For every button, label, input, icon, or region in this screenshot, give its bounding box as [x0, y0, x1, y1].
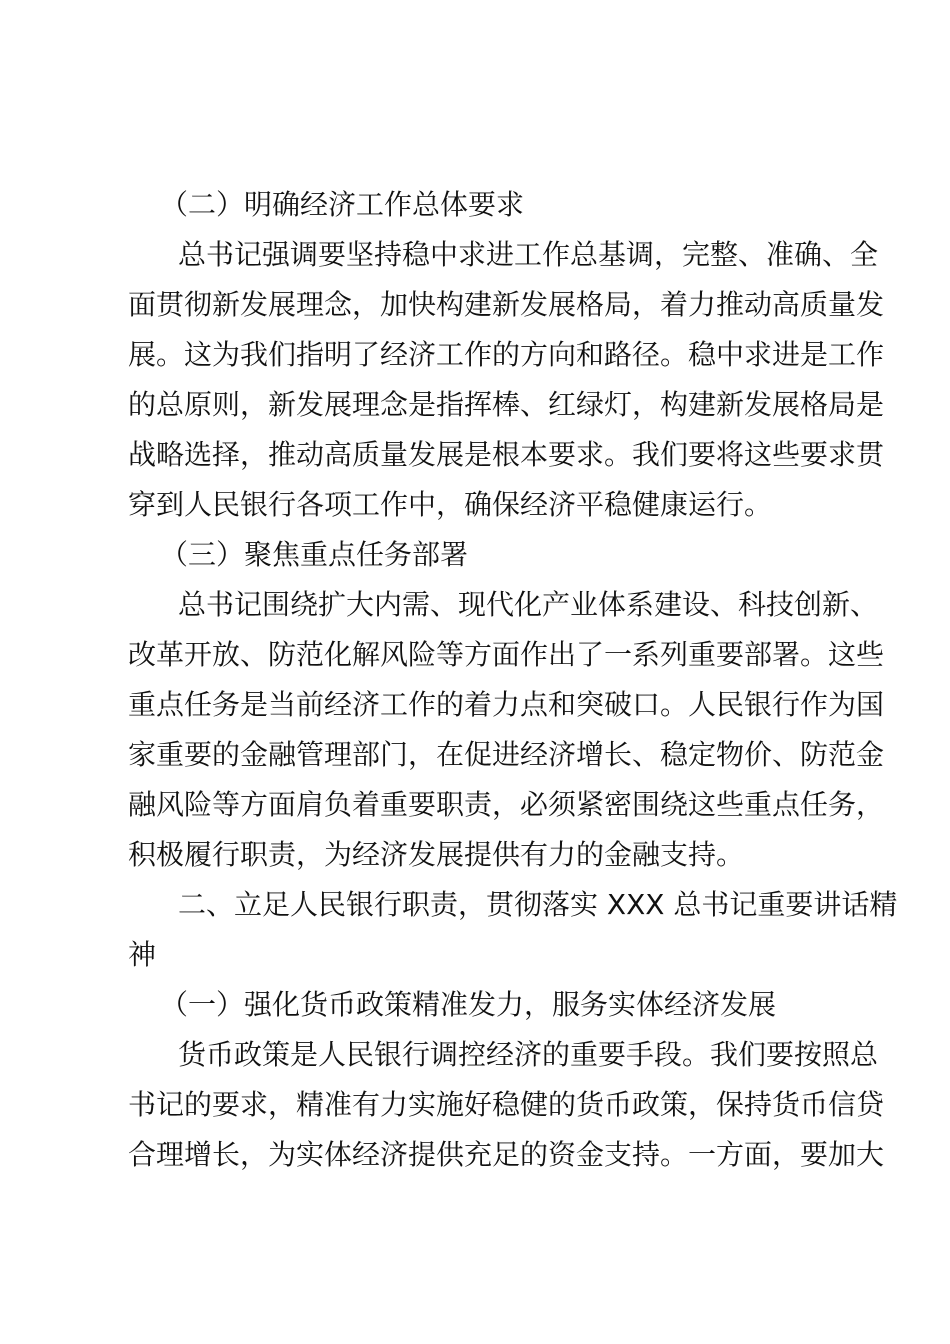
chapter-heading-continued: 神: [128, 938, 157, 971]
section-heading: （二）明确经济工作总体要求: [160, 188, 525, 221]
paragraph-line: 面贯彻新发展理念，加快构建新发展格局，着力推动高质量发: [128, 288, 885, 321]
chapter-heading: 二、立足人民银行职责，贯彻落实 XXX 总书记重要讲话精: [178, 888, 898, 921]
paragraph-line: 改革开放、防范化解风险等方面作出了一系列重要部署。这些: [128, 638, 885, 671]
paragraph-line: 书记的要求，精准有力实施好稳健的货币政策，保持货币信贷: [128, 1088, 885, 1121]
paragraph-line: 重点任务是当前经济工作的着力点和突破口。人民银行作为国: [128, 688, 885, 721]
paragraph-line: 战略选择，推动高质量发展是根本要求。我们要将这些要求贯: [128, 438, 885, 471]
paragraph-line: 货币政策是人民银行调控经济的重要手段。我们要按照总: [178, 1038, 879, 1071]
paragraph-line: 合理增长，为实体经济提供充足的资金支持。一方面，要加大: [128, 1138, 885, 1171]
paragraph-line: 展。这为我们指明了经济工作的方向和路径。稳中求进是工作: [128, 338, 885, 371]
section-heading: （一）强化货币政策精准发力，服务实体经济发展: [160, 988, 777, 1021]
section-heading: （三）聚焦重点任务部署: [160, 538, 469, 571]
paragraph-line: 融风险等方面肩负着重要职责，必须紧密围绕这些重点任务，: [128, 788, 885, 821]
paragraph-line: 总书记围绕扩大内需、现代化产业体系建设、科技创新、: [178, 588, 879, 621]
paragraph-line: 积极履行职责，为经济发展提供有力的金融支持。: [128, 838, 745, 871]
paragraph-line: 总书记强调要坚持稳中求进工作总基调，完整、准确、全: [178, 238, 879, 271]
paragraph-line: 穿到人民银行各项工作中，确保经济平稳健康运行。: [128, 488, 773, 521]
paragraph-line: 的总原则，新发展理念是指挥棒、红绿灯，构建新发展格局是: [128, 388, 885, 421]
paragraph-line: 家重要的金融管理部门，在促进经济增长、稳定物价、防范金: [128, 738, 885, 771]
